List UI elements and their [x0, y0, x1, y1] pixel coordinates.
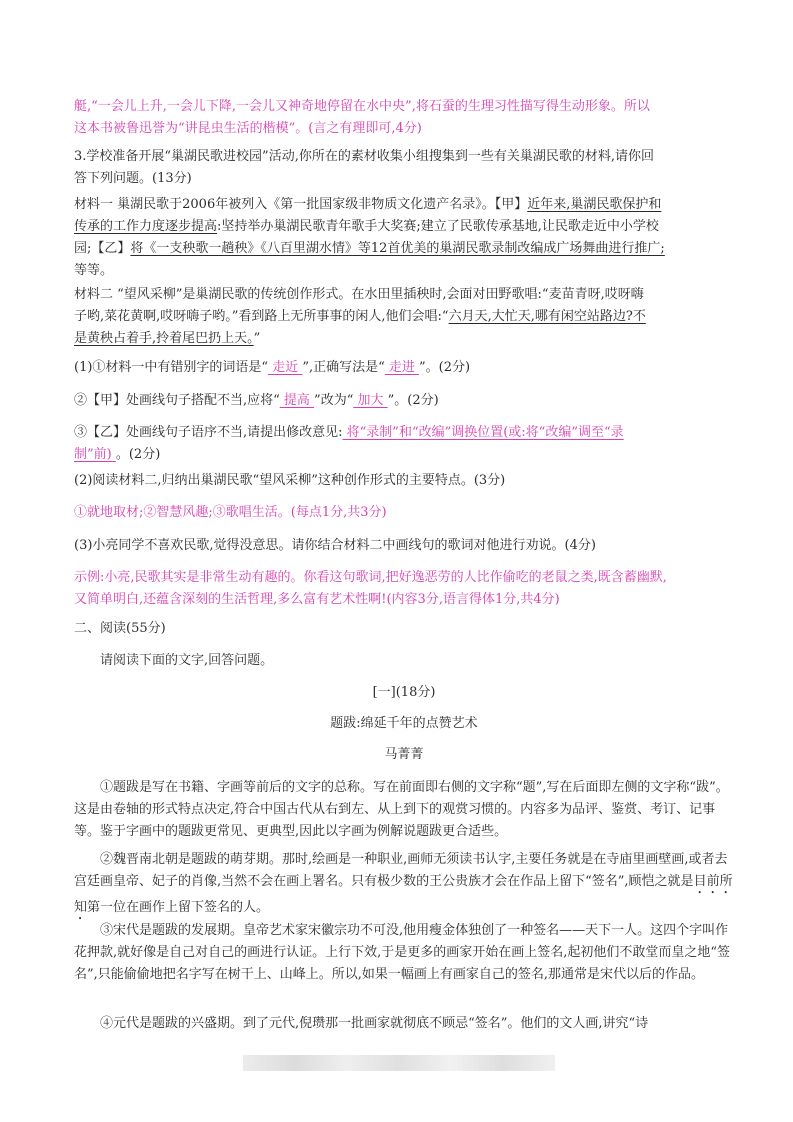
answer-blank: 走近 — [268, 360, 303, 375]
section-heading: 二、阅读(55分) — [74, 621, 166, 636]
paragraph-3: ③宋代是题跋的发展期。皇帝艺术家宋徽宗功不可没,他用瘦金体独创了一种签名——天下一人。这四个字叫作花押款,就好像是自己对自己的画进行认证。上行下效,于是更多的画家开始在画上签名,起初他们不敢堂而皇之地“签名”,只能偷偷地把名字写在树干上、山峰上。所以,如果一幅画上有画家自己的签名,那通常是宋代以后的作品。 — [74, 923, 731, 982]
text-line: 艇,“一会儿上升,一会儿下降,一会儿又神奇地停留在水中央”,将石蚕的生理习性描写得生动形象。所以 — [74, 99, 650, 114]
question-1-part-2: ②【甲】处画线句子搭配不当,应将“ 提高 ”改为“ 加大 ”。(2分) — [74, 393, 439, 408]
answer-blank: 加大 — [353, 393, 388, 408]
text-line: 等等。 — [74, 263, 114, 278]
answer-paragraph-prev — [74, 96, 734, 140]
text-line: 答下列问题。(13分) — [74, 171, 192, 186]
text-line: 3.学校准备开展“巢湖民歌进校园”活动,你所在的素材收集小组搜集到一些有关巢湖民歌的材料,请你回 — [74, 149, 654, 164]
text-line: 传承的工作力度逐步提高:坚持举办巢湖民歌青年歌手大奖赛;建立了民歌传承基地,让民歌走近中小学校 — [74, 219, 659, 234]
answer-question-2: ①就地取材;②智慧风趣;③歌唱生活。(每点1分,共3分) — [74, 505, 387, 520]
answer-blank: 提高 — [279, 393, 315, 408]
material-1 — [74, 194, 734, 282]
paragraph-2: ②魏晋南北朝是题跋的萌芽期。那时,绘画是一种职业,画师无须读书认字,主要任务就是在寺庙里画壁画,或者去宫廷画皇帝、妃子的肖像,当然不会在画上署名。只有极少数的王公贵族才会在作品上留下“签名”,顾恺之就是目前所知第一位在画作上留下签名的人。 — [74, 852, 733, 915]
answer-blank: 将“录制”和“改编”调换位置(或:将“改编”调至“录 — [342, 425, 624, 440]
question-3-stem — [74, 146, 734, 190]
text-line: 园;【乙】将《一支秧歌一趟秧》《八百里湖水情》等12首优美的巢湖民歌录制改编成广场舞曲进行推广; — [74, 241, 665, 256]
answer-blank: 走进 — [384, 360, 420, 375]
text-line: 材料二 “望风采柳”是巢湖民歌的传统创作形式。在水田里插秧时,会面对田野歌唱:“麦苗青呀,哎呀嗨 — [74, 287, 644, 302]
blurred-footer-watermark — [243, 1055, 555, 1071]
reading-instruction: 请阅读下面的文字,回答问题。 — [100, 653, 274, 668]
text-line: 这本书被鲁迅誉为“讲昆虫生活的楷模”。(言之有理即可,4分) — [74, 121, 422, 136]
question-3: (3)小亮同学不喜欢民歌,觉得没意思。请你结合材料二中画线句的歌词对他进行劝说。(4分) — [74, 538, 596, 553]
article-title: 题跋:绵延千年的点赞艺术 — [330, 716, 478, 731]
answer-blank: 制”前) — [74, 447, 116, 462]
paragraph-1: ①题跋是写在书籍、字画等前后的文字的总称。写在前面即右侧的文字称“题”,写在后面即左侧的文字称“跋”。这是由卷轴的形式特点决定,符合中国古代从右到左、从上到下的观赏习惯的。内容多为品评、鉴赏、考订、记事等。鉴于字画中的题跋更常见、更典型,因此以字画为例解说题跋更合适些。 — [74, 780, 729, 839]
text-line: 材料一 巢湖民歌于2006年被列入《第一批国家级非物质文化遗产名录》。【甲】近年来,巢湖民歌保护和 — [74, 197, 662, 212]
paragraph-4: ④元代是题跋的兴盛期。到了元代,倪瓒那一批画家就彻底不顾忌“签名”。他们的文人画,讲究“诗 — [100, 1016, 649, 1031]
text-line: 是黄秧占着手,拎着尾巴扔上天。” — [74, 331, 261, 346]
question-1-part-1: (1)①材料一中有错别字的词语是“ 走近 ”,正确写法是“ 走进 ”。(2分) — [74, 360, 471, 375]
question-2: (2)阅读材料二,归纳出巢湖民歌“望风采柳”这种创作形式的主要特点。(3分) — [74, 473, 506, 488]
text-line: 子哟,菜花黄啊,哎呀嗨子哟。”看到路上无所事事的闲人,他们会唱:“六月天,大忙天,哪有闲空站路边?不 — [74, 309, 646, 324]
question-1-part-3: ③【乙】处画线句子语序不当,请提出修改意见: 将“录制”和“改编”调换位置(或:将“改编”调至“录 制”前) 。(2分) — [74, 425, 624, 462]
article-author: 马菁菁 — [384, 747, 424, 762]
material-2 — [74, 284, 734, 350]
part-label: [一](18分) — [372, 685, 436, 700]
answer-question-3: 示例:小亮,民歌其实是非常生动有趣的。你看这句歌词,把好逸恶劳的人比作偷吃的老鼠之类,既含蓄幽默, 又简单明白,还蕴含深刻的生活哲理,多么富有艺术性啊!(内容3分,语言得体1分,共4分) — [74, 570, 667, 607]
